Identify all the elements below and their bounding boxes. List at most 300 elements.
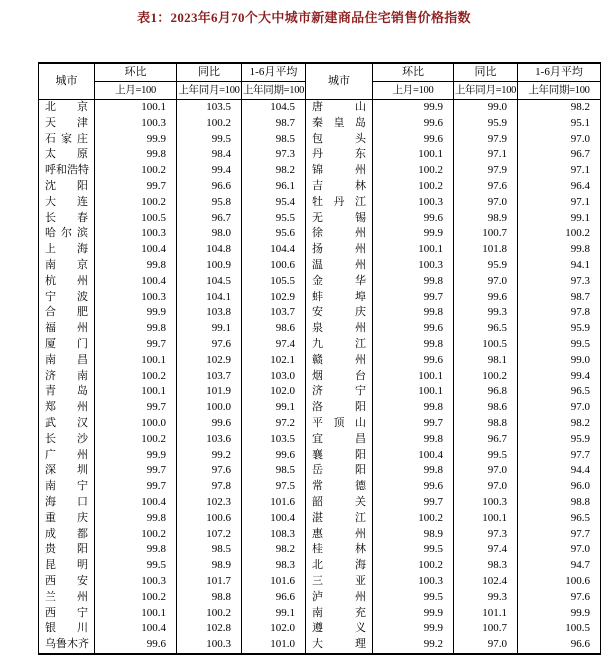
mom-value-cell: 100.2 bbox=[373, 179, 454, 195]
yoy-value-cell: 99.0 bbox=[454, 100, 518, 116]
mom-value-cell: 100.1 bbox=[373, 147, 454, 163]
avg-value-cell: 99.4 bbox=[518, 369, 601, 385]
city-name-cell: 长沙 bbox=[39, 432, 95, 448]
yoy-value-cell: 96.7 bbox=[177, 211, 242, 227]
table-row bbox=[39, 132, 601, 148]
yoy-value-cell: 98.5 bbox=[177, 542, 242, 558]
avg-value-cell: 96.0 bbox=[518, 479, 601, 495]
yoy-value-cell: 101.1 bbox=[454, 606, 518, 622]
yoy-value-cell: 100.6 bbox=[177, 511, 242, 527]
mom-value-cell: 99.9 bbox=[373, 621, 454, 637]
city-name-cell: 湛江 bbox=[306, 511, 373, 527]
avg-value-cell: 99.5 bbox=[518, 337, 601, 353]
avg-value-cell: 95.6 bbox=[242, 226, 306, 242]
yoy-value-cell: 97.3 bbox=[454, 527, 518, 543]
avg-value-cell: 98.5 bbox=[242, 463, 306, 479]
mom-value-cell: 100.0 bbox=[95, 416, 177, 432]
avg-value-cell: 99.1 bbox=[242, 400, 306, 416]
yoy-value-cell: 100.7 bbox=[454, 226, 518, 242]
mom-value-cell: 100.2 bbox=[95, 369, 177, 385]
table-row bbox=[39, 242, 601, 258]
avg-value-cell: 95.4 bbox=[242, 195, 306, 211]
yoy-value-cell: 99.3 bbox=[454, 590, 518, 606]
mom-value-cell: 100.1 bbox=[373, 384, 454, 400]
mom-value-cell: 100.2 bbox=[373, 558, 454, 574]
mom-value-cell: 100.4 bbox=[95, 274, 177, 290]
header-mom-right: 环比 bbox=[373, 63, 454, 82]
city-name-cell: 福州 bbox=[39, 321, 95, 337]
city-name-cell: 天津 bbox=[39, 116, 95, 132]
table-row bbox=[39, 179, 601, 195]
city-name-cell: 牡丹江 bbox=[306, 195, 373, 211]
avg-value-cell: 97.1 bbox=[518, 163, 601, 179]
mom-value-cell: 99.7 bbox=[373, 290, 454, 306]
avg-value-cell: 97.6 bbox=[518, 590, 601, 606]
city-name-cell: 哈尔滨 bbox=[39, 226, 95, 242]
avg-value-cell: 100.6 bbox=[242, 258, 306, 274]
city-name-cell: 赣州 bbox=[306, 353, 373, 369]
city-name-cell: 沈阳 bbox=[39, 179, 95, 195]
table-row bbox=[39, 574, 601, 590]
mom-value-cell: 99.7 bbox=[373, 495, 454, 511]
avg-value-cell: 99.1 bbox=[242, 606, 306, 622]
avg-value-cell: 108.3 bbox=[242, 527, 306, 543]
table-row bbox=[39, 495, 601, 511]
mom-value-cell: 100.4 bbox=[373, 448, 454, 464]
yoy-value-cell: 99.6 bbox=[454, 290, 518, 306]
mom-value-cell: 99.8 bbox=[373, 274, 454, 290]
city-name-cell: 成都 bbox=[39, 527, 95, 543]
yoy-value-cell: 99.2 bbox=[177, 448, 242, 464]
city-name-cell: 济南 bbox=[39, 369, 95, 385]
yoy-value-cell: 97.0 bbox=[454, 637, 518, 654]
yoy-value-cell: 97.9 bbox=[454, 163, 518, 179]
table-row bbox=[39, 621, 601, 637]
avg-value-cell: 99.6 bbox=[242, 448, 306, 464]
header-yoy-base-left: 上年同月=100 bbox=[177, 82, 242, 100]
city-name-cell: 青岛 bbox=[39, 384, 95, 400]
header-mom-left: 环比 bbox=[95, 63, 177, 82]
avg-value-cell: 97.3 bbox=[242, 147, 306, 163]
city-name-cell: 南昌 bbox=[39, 353, 95, 369]
yoy-value-cell: 97.0 bbox=[454, 195, 518, 211]
avg-value-cell: 101.6 bbox=[242, 495, 306, 511]
mom-value-cell: 99.9 bbox=[95, 132, 177, 148]
yoy-value-cell: 98.6 bbox=[454, 400, 518, 416]
city-name-cell: 温州 bbox=[306, 258, 373, 274]
yoy-value-cell: 102.3 bbox=[177, 495, 242, 511]
header-avg-base-left: 上年同期=100 bbox=[242, 82, 306, 100]
mom-value-cell: 99.7 bbox=[95, 479, 177, 495]
header-city-right: 城市 bbox=[306, 63, 373, 100]
yoy-value-cell: 99.1 bbox=[177, 321, 242, 337]
mom-value-cell: 100.4 bbox=[95, 495, 177, 511]
table-row bbox=[39, 448, 601, 464]
avg-value-cell: 95.1 bbox=[518, 116, 601, 132]
yoy-value-cell: 98.4 bbox=[177, 147, 242, 163]
city-name-cell: 北京 bbox=[39, 100, 95, 116]
mom-value-cell: 100.2 bbox=[373, 163, 454, 179]
mom-value-cell: 99.8 bbox=[373, 400, 454, 416]
avg-value-cell: 96.1 bbox=[242, 179, 306, 195]
city-name-cell: 南充 bbox=[306, 606, 373, 622]
city-name-cell: 深圳 bbox=[39, 463, 95, 479]
yoy-value-cell: 103.5 bbox=[177, 100, 242, 116]
mom-value-cell: 99.6 bbox=[373, 321, 454, 337]
avg-value-cell: 98.6 bbox=[242, 321, 306, 337]
city-name-cell: 徐州 bbox=[306, 226, 373, 242]
city-name-cell: 无锡 bbox=[306, 211, 373, 227]
city-name-cell: 泸州 bbox=[306, 590, 373, 606]
table-row bbox=[39, 100, 601, 116]
avg-value-cell: 98.3 bbox=[242, 558, 306, 574]
city-name-cell: 郑州 bbox=[39, 400, 95, 416]
header-mom-base-left: 上月=100 bbox=[95, 82, 177, 100]
mom-value-cell: 99.9 bbox=[373, 606, 454, 622]
mom-value-cell: 99.8 bbox=[95, 147, 177, 163]
avg-value-cell: 96.4 bbox=[518, 179, 601, 195]
city-name-cell: 安庆 bbox=[306, 305, 373, 321]
avg-value-cell: 100.6 bbox=[518, 574, 601, 590]
avg-value-cell: 97.0 bbox=[518, 542, 601, 558]
yoy-value-cell: 98.9 bbox=[177, 558, 242, 574]
avg-value-cell: 102.0 bbox=[242, 384, 306, 400]
table-row bbox=[39, 195, 601, 211]
table-row bbox=[39, 211, 601, 227]
avg-value-cell: 94.4 bbox=[518, 463, 601, 479]
city-name-cell: 蚌埠 bbox=[306, 290, 373, 306]
city-name-cell: 西宁 bbox=[39, 606, 95, 622]
header-avg-right: 1-6月平均 bbox=[518, 63, 601, 82]
mom-value-cell: 99.2 bbox=[373, 637, 454, 654]
avg-value-cell: 97.3 bbox=[518, 274, 601, 290]
avg-value-cell: 98.8 bbox=[518, 495, 601, 511]
city-name-cell: 海口 bbox=[39, 495, 95, 511]
city-name-cell: 烟台 bbox=[306, 369, 373, 385]
yoy-value-cell: 103.7 bbox=[177, 369, 242, 385]
mom-value-cell: 99.8 bbox=[95, 258, 177, 274]
avg-value-cell: 100.4 bbox=[242, 511, 306, 527]
avg-value-cell: 101.6 bbox=[242, 574, 306, 590]
city-name-cell: 桂林 bbox=[306, 542, 373, 558]
yoy-value-cell: 95.9 bbox=[454, 258, 518, 274]
mom-value-cell: 99.5 bbox=[373, 542, 454, 558]
table-row bbox=[39, 432, 601, 448]
avg-value-cell: 103.7 bbox=[242, 305, 306, 321]
yoy-value-cell: 97.6 bbox=[177, 337, 242, 353]
yoy-value-cell: 98.8 bbox=[177, 590, 242, 606]
avg-value-cell: 97.8 bbox=[518, 305, 601, 321]
mom-value-cell: 99.6 bbox=[373, 116, 454, 132]
avg-value-cell: 98.2 bbox=[242, 542, 306, 558]
avg-value-cell: 96.6 bbox=[518, 637, 601, 654]
mom-value-cell: 99.8 bbox=[95, 321, 177, 337]
mom-value-cell: 100.4 bbox=[95, 621, 177, 637]
city-name-cell: 锦州 bbox=[306, 163, 373, 179]
city-name-cell: 北海 bbox=[306, 558, 373, 574]
city-name-cell: 襄阳 bbox=[306, 448, 373, 464]
yoy-value-cell: 101.7 bbox=[177, 574, 242, 590]
city-name-cell: 重庆 bbox=[39, 511, 95, 527]
avg-value-cell: 99.8 bbox=[518, 242, 601, 258]
city-name-cell: 呼和浩特 bbox=[39, 163, 95, 179]
avg-value-cell: 98.2 bbox=[242, 163, 306, 179]
table-row bbox=[39, 463, 601, 479]
table-row bbox=[39, 479, 601, 495]
mom-value-cell: 99.7 bbox=[95, 337, 177, 353]
table-row bbox=[39, 558, 601, 574]
mom-value-cell: 99.7 bbox=[95, 463, 177, 479]
yoy-value-cell: 98.0 bbox=[177, 226, 242, 242]
city-name-cell: 西安 bbox=[39, 574, 95, 590]
avg-value-cell: 94.1 bbox=[518, 258, 601, 274]
yoy-value-cell: 104.8 bbox=[177, 242, 242, 258]
avg-value-cell: 94.7 bbox=[518, 558, 601, 574]
city-name-cell: 大理 bbox=[306, 637, 373, 654]
table-row bbox=[39, 606, 601, 622]
mom-value-cell: 99.5 bbox=[95, 558, 177, 574]
table-row bbox=[39, 400, 601, 416]
yoy-value-cell: 97.6 bbox=[177, 463, 242, 479]
avg-value-cell: 99.1 bbox=[518, 211, 601, 227]
city-name-cell: 岳阳 bbox=[306, 463, 373, 479]
city-name-cell: 韶关 bbox=[306, 495, 373, 511]
avg-value-cell: 105.5 bbox=[242, 274, 306, 290]
yoy-value-cell: 98.9 bbox=[454, 211, 518, 227]
city-name-cell: 南宁 bbox=[39, 479, 95, 495]
mom-value-cell: 99.6 bbox=[95, 637, 177, 654]
mom-value-cell: 99.9 bbox=[95, 448, 177, 464]
avg-value-cell: 104.5 bbox=[242, 100, 306, 116]
avg-value-cell: 101.0 bbox=[242, 637, 306, 654]
yoy-value-cell: 98.1 bbox=[454, 353, 518, 369]
yoy-value-cell: 97.0 bbox=[454, 479, 518, 495]
yoy-value-cell: 96.7 bbox=[454, 432, 518, 448]
yoy-value-cell: 100.1 bbox=[454, 511, 518, 527]
city-name-cell: 银川 bbox=[39, 621, 95, 637]
mom-value-cell: 100.2 bbox=[95, 527, 177, 543]
avg-value-cell: 103.5 bbox=[242, 432, 306, 448]
header-avg-base-right: 上年同期=100 bbox=[518, 82, 601, 100]
city-name-cell: 兰州 bbox=[39, 590, 95, 606]
mom-value-cell: 99.9 bbox=[95, 305, 177, 321]
mom-value-cell: 100.5 bbox=[95, 211, 177, 227]
avg-value-cell: 102.9 bbox=[242, 290, 306, 306]
city-name-cell: 济宁 bbox=[306, 384, 373, 400]
avg-value-cell: 97.0 bbox=[518, 400, 601, 416]
city-name-cell: 吉林 bbox=[306, 179, 373, 195]
table-row bbox=[39, 321, 601, 337]
yoy-value-cell: 107.2 bbox=[177, 527, 242, 543]
avg-value-cell: 98.7 bbox=[242, 116, 306, 132]
avg-value-cell: 100.2 bbox=[518, 226, 601, 242]
city-name-cell: 平顶山 bbox=[306, 416, 373, 432]
table-row bbox=[39, 353, 601, 369]
table-row bbox=[39, 384, 601, 400]
avg-value-cell: 100.5 bbox=[518, 621, 601, 637]
mom-value-cell: 100.1 bbox=[95, 384, 177, 400]
mom-value-cell: 100.3 bbox=[95, 116, 177, 132]
mom-value-cell: 99.8 bbox=[95, 511, 177, 527]
avg-value-cell: 99.0 bbox=[518, 353, 601, 369]
yoy-value-cell: 97.0 bbox=[454, 463, 518, 479]
table-row bbox=[39, 163, 601, 179]
table-row bbox=[39, 542, 601, 558]
table-row bbox=[39, 369, 601, 385]
yoy-value-cell: 101.8 bbox=[454, 242, 518, 258]
table-row bbox=[39, 258, 601, 274]
mom-value-cell: 99.9 bbox=[373, 100, 454, 116]
yoy-value-cell: 103.8 bbox=[177, 305, 242, 321]
avg-value-cell: 95.9 bbox=[518, 432, 601, 448]
avg-value-cell: 99.9 bbox=[518, 606, 601, 622]
city-name-cell: 遵义 bbox=[306, 621, 373, 637]
mom-value-cell: 100.1 bbox=[95, 606, 177, 622]
city-name-cell: 惠州 bbox=[306, 527, 373, 543]
mom-value-cell: 100.1 bbox=[373, 242, 454, 258]
table-row bbox=[39, 226, 601, 242]
header-mom-base-right: 上月=100 bbox=[373, 82, 454, 100]
city-name-cell: 合肥 bbox=[39, 305, 95, 321]
mom-value-cell: 100.3 bbox=[95, 226, 177, 242]
mom-value-cell: 100.3 bbox=[373, 195, 454, 211]
mom-value-cell: 99.8 bbox=[373, 463, 454, 479]
mom-value-cell: 100.3 bbox=[95, 574, 177, 590]
yoy-value-cell: 100.3 bbox=[454, 495, 518, 511]
yoy-value-cell: 98.3 bbox=[454, 558, 518, 574]
mom-value-cell: 100.2 bbox=[95, 590, 177, 606]
mom-value-cell: 100.4 bbox=[95, 242, 177, 258]
yoy-value-cell: 95.9 bbox=[454, 116, 518, 132]
city-name-cell: 广州 bbox=[39, 448, 95, 464]
header-yoy-left: 同比 bbox=[177, 63, 242, 82]
city-name-cell: 宜昌 bbox=[306, 432, 373, 448]
avg-value-cell: 96.7 bbox=[518, 147, 601, 163]
table-body bbox=[39, 100, 601, 654]
mom-value-cell: 100.1 bbox=[373, 369, 454, 385]
yoy-value-cell: 101.9 bbox=[177, 384, 242, 400]
mom-value-cell: 99.7 bbox=[95, 400, 177, 416]
yoy-value-cell: 99.5 bbox=[454, 448, 518, 464]
yoy-value-cell: 99.6 bbox=[177, 416, 242, 432]
yoy-value-cell: 100.0 bbox=[177, 400, 242, 416]
yoy-value-cell: 99.3 bbox=[454, 305, 518, 321]
yoy-value-cell: 102.4 bbox=[454, 574, 518, 590]
avg-value-cell: 96.5 bbox=[518, 511, 601, 527]
mom-value-cell: 99.6 bbox=[373, 479, 454, 495]
avg-value-cell: 103.0 bbox=[242, 369, 306, 385]
mom-value-cell: 100.2 bbox=[95, 432, 177, 448]
yoy-value-cell: 99.5 bbox=[177, 132, 242, 148]
city-name-cell: 洛阳 bbox=[306, 400, 373, 416]
city-name-cell: 秦皇岛 bbox=[306, 116, 373, 132]
yoy-value-cell: 96.6 bbox=[177, 179, 242, 195]
avg-value-cell: 102.1 bbox=[242, 353, 306, 369]
city-name-cell: 武汉 bbox=[39, 416, 95, 432]
avg-value-cell: 98.5 bbox=[242, 132, 306, 148]
avg-value-cell: 97.0 bbox=[518, 132, 601, 148]
table-header bbox=[39, 63, 601, 100]
avg-value-cell: 104.4 bbox=[242, 242, 306, 258]
avg-value-cell: 102.0 bbox=[242, 621, 306, 637]
city-name-cell: 太原 bbox=[39, 147, 95, 163]
mom-value-cell: 100.2 bbox=[373, 511, 454, 527]
mom-value-cell: 100.1 bbox=[95, 100, 177, 116]
avg-value-cell: 95.9 bbox=[518, 321, 601, 337]
yoy-value-cell: 100.3 bbox=[177, 637, 242, 654]
yoy-value-cell: 96.8 bbox=[454, 384, 518, 400]
mom-value-cell: 99.8 bbox=[95, 542, 177, 558]
avg-value-cell: 97.4 bbox=[242, 337, 306, 353]
city-name-cell: 丹东 bbox=[306, 147, 373, 163]
mom-value-cell: 99.8 bbox=[373, 305, 454, 321]
city-name-cell: 厦门 bbox=[39, 337, 95, 353]
mom-value-cell: 99.6 bbox=[373, 353, 454, 369]
avg-value-cell: 98.7 bbox=[518, 290, 601, 306]
yoy-value-cell: 100.7 bbox=[454, 621, 518, 637]
avg-value-cell: 97.1 bbox=[518, 195, 601, 211]
mom-value-cell: 99.7 bbox=[373, 416, 454, 432]
yoy-value-cell: 98.8 bbox=[454, 416, 518, 432]
yoy-value-cell: 97.1 bbox=[454, 147, 518, 163]
city-name-cell: 泉州 bbox=[306, 321, 373, 337]
yoy-value-cell: 102.9 bbox=[177, 353, 242, 369]
city-name-cell: 九江 bbox=[306, 337, 373, 353]
city-name-cell: 乌鲁木齐 bbox=[39, 637, 95, 654]
table-row bbox=[39, 290, 601, 306]
city-name-cell: 南京 bbox=[39, 258, 95, 274]
city-name-cell: 大连 bbox=[39, 195, 95, 211]
yoy-value-cell: 100.5 bbox=[454, 337, 518, 353]
avg-value-cell: 95.5 bbox=[242, 211, 306, 227]
yoy-value-cell: 95.8 bbox=[177, 195, 242, 211]
mom-value-cell: 100.3 bbox=[373, 574, 454, 590]
city-name-cell: 石家庄 bbox=[39, 132, 95, 148]
yoy-value-cell: 97.6 bbox=[454, 179, 518, 195]
table-row bbox=[39, 511, 601, 527]
mom-value-cell: 99.9 bbox=[373, 226, 454, 242]
avg-value-cell: 97.2 bbox=[242, 416, 306, 432]
table-row bbox=[39, 305, 601, 321]
header-city-left: 城市 bbox=[39, 63, 95, 100]
table-row bbox=[39, 116, 601, 132]
table-row bbox=[39, 527, 601, 543]
yoy-value-cell: 100.9 bbox=[177, 258, 242, 274]
yoy-value-cell: 100.2 bbox=[177, 116, 242, 132]
mom-value-cell: 100.2 bbox=[95, 195, 177, 211]
yoy-value-cell: 97.0 bbox=[454, 274, 518, 290]
header-yoy-right: 同比 bbox=[454, 63, 518, 82]
city-name-cell: 上海 bbox=[39, 242, 95, 258]
avg-value-cell: 97.5 bbox=[242, 479, 306, 495]
mom-value-cell: 100.3 bbox=[373, 258, 454, 274]
yoy-value-cell: 97.8 bbox=[177, 479, 242, 495]
table-row bbox=[39, 337, 601, 353]
avg-value-cell: 98.2 bbox=[518, 416, 601, 432]
table-row bbox=[39, 274, 601, 290]
yoy-value-cell: 104.1 bbox=[177, 290, 242, 306]
mom-value-cell: 99.5 bbox=[373, 590, 454, 606]
mom-value-cell: 100.3 bbox=[95, 290, 177, 306]
header-yoy-base-right: 上年同月=100 bbox=[454, 82, 518, 100]
yoy-value-cell: 99.4 bbox=[177, 163, 242, 179]
yoy-value-cell: 96.5 bbox=[454, 321, 518, 337]
mom-value-cell: 99.8 bbox=[373, 337, 454, 353]
city-name-cell: 金华 bbox=[306, 274, 373, 290]
yoy-value-cell: 100.2 bbox=[177, 606, 242, 622]
mom-value-cell: 100.1 bbox=[95, 353, 177, 369]
city-name-cell: 杭州 bbox=[39, 274, 95, 290]
